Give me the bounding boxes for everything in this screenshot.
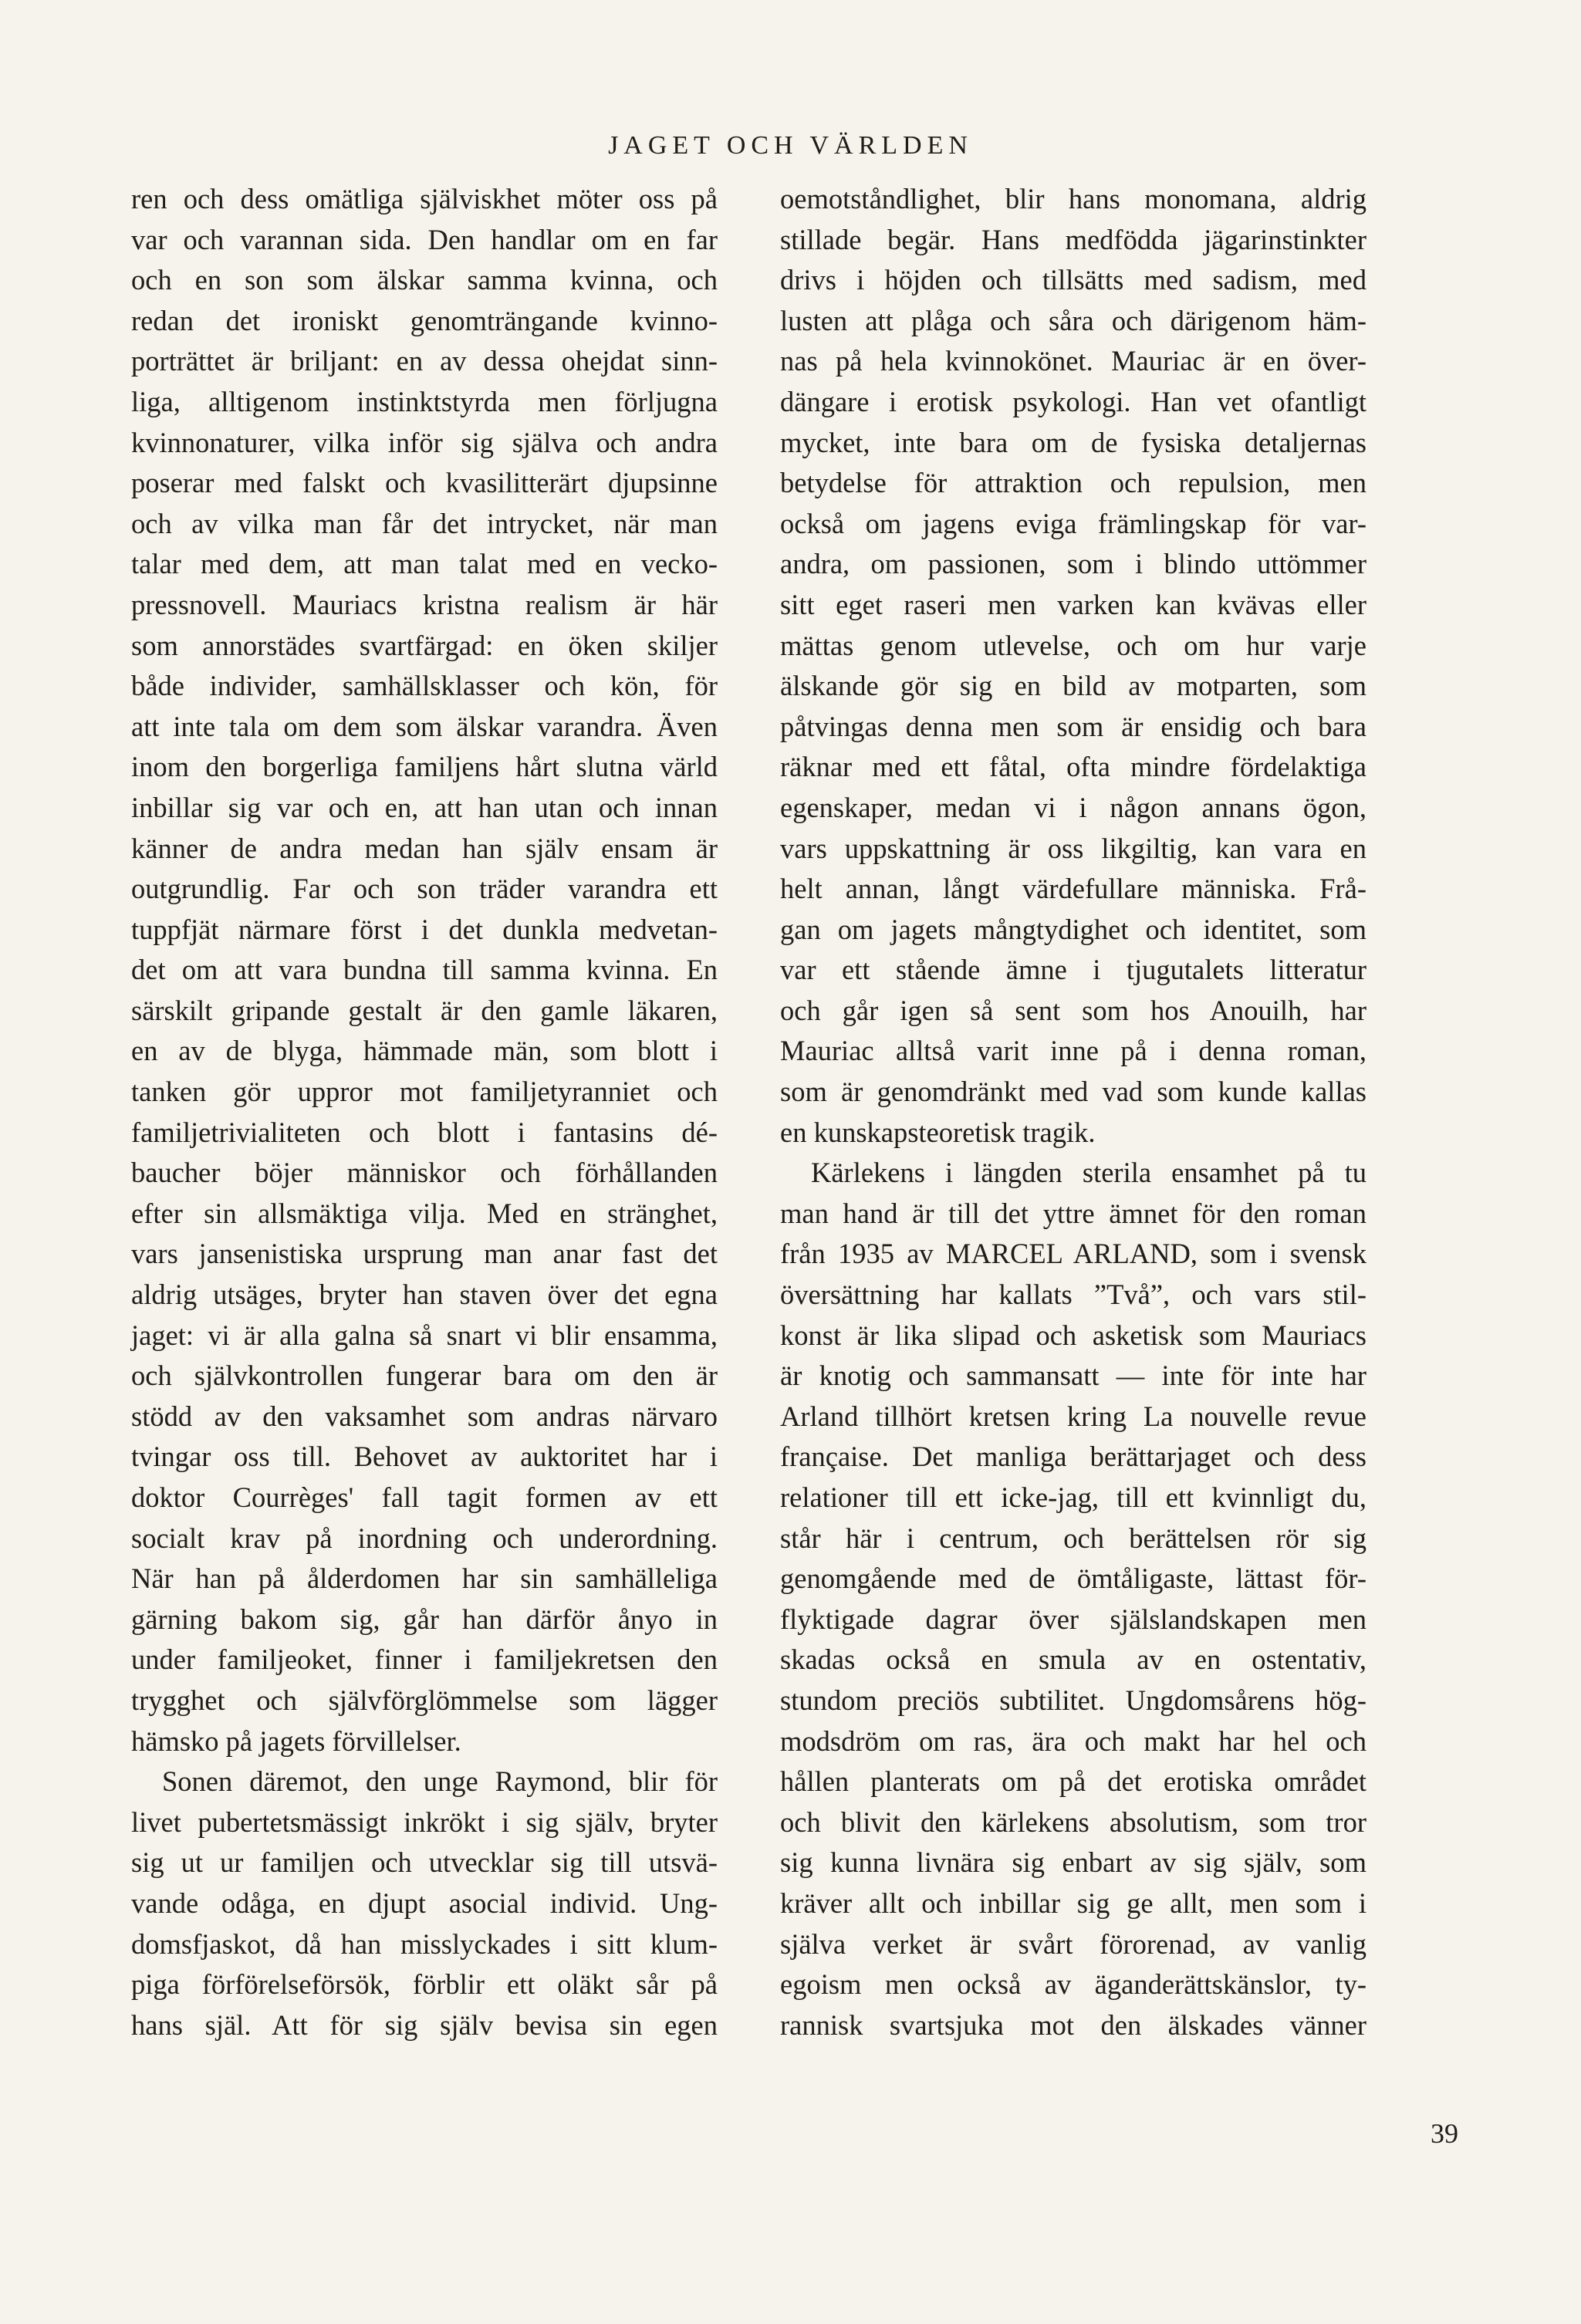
text-line: särskilt gripande gestalt är den gamle läkaren, — [131, 994, 718, 1026]
text-line: och självkontrollen fungerar bara om den är — [131, 1360, 718, 1392]
text-line: tuppfjät närmare först i det dunkla medvetan- — [131, 913, 718, 945]
text-line: hans själ. Att för sig själv bevisa sin egen — [131, 2008, 718, 2041]
text-line: piga förförelseförsök, förblir ett oläkt sår på — [131, 1968, 718, 2001]
text-line: gärning bakom sig, går han därför ånyo in — [131, 1603, 718, 1635]
text-line: tvingar oss till. Behovet av auktoritet har i — [131, 1441, 718, 1473]
text-line: från 1935 av MARCEL ARLAND, som i svensk — [780, 1238, 1366, 1270]
text-line: och går igen så sent som hos Anouilh, har — [780, 994, 1366, 1026]
text-line: helt annan, långt värdefullare människa. Frå- — [780, 873, 1366, 905]
text-line: att inte tala om dem som älskar varandra. Även — [131, 710, 718, 742]
text-line: talar med dem, att man talat med en vecko- — [131, 548, 718, 580]
paragraph-start-line: Sonen däremot, den unge Raymond, blir för — [162, 1765, 718, 1798]
text-line: trygghet och självförglömmelse som lägger — [131, 1684, 718, 1716]
text-line: lusten att plåga och såra och därigenom häm- — [780, 304, 1366, 336]
text-line: också om jagens eviga främlingskap för var- — [780, 507, 1366, 539]
text-line: outgrundlig. Far och son träder varandra ett — [131, 873, 718, 905]
text-line: inbillar sig var och en, att han utan och innan — [131, 791, 718, 823]
text-line: aldrig utsäges, bryter han staven över det egna — [131, 1279, 718, 1311]
text-line: översättning har kallats ”Två”, och vars stil- — [780, 1279, 1366, 1311]
text-line: modsdröm om ras, ära och makt har hel och — [780, 1724, 1366, 1757]
text-line: pressnovell. Mauriacs kristna realism är här — [131, 588, 718, 620]
text-line: andra, om passionen, som i blindo uttömmer — [780, 548, 1366, 580]
text-line: efter sin allsmäktiga vilja. Med en stränghet, — [131, 1197, 718, 1229]
text-line: betydelse för attraktion och repulsion, men — [780, 467, 1366, 499]
text-line: sig kunna livnära sig enbart av sig själv, som — [780, 1846, 1366, 1879]
text-line: och blivit den kärlekens absolutism, som tror — [780, 1805, 1366, 1838]
text-line: är knotig och sammansatt — inte för inte har — [780, 1360, 1366, 1392]
text-line: mycket, inte bara om de fysiska detaljernas — [780, 426, 1366, 458]
text-line: familjetrivialiteten och blott i fantasins dé- — [131, 1116, 718, 1148]
text-line: sig ut ur familjen och utvecklar sig till utsvä- — [131, 1846, 718, 1879]
text-line: det om att vara bundna till samma kvinna. En — [131, 954, 718, 986]
text-line: konst är lika slipad och asketisk som Mauriacs — [780, 1319, 1366, 1351]
text-line: var ett stående ämne i tjugutalets litteratur — [780, 954, 1366, 986]
text-line: och av vilka man får det intrycket, när man — [131, 507, 718, 539]
text-line: porträttet är briljant: en av dessa ohejdat sinn- — [131, 345, 718, 377]
text-line: tanken gör uppror mot familjetyranniet och — [131, 1076, 718, 1108]
text-line: När han på ålderdomen har sin samhälleliga — [131, 1562, 718, 1595]
text-line: hämsko på jagets förvillelser. — [131, 1724, 461, 1757]
text-line: doktor Courrèges' fall tagit formen av ett — [131, 1481, 718, 1513]
text-line: kräver allt och inbillar sig ge allt, men som i — [780, 1887, 1366, 1919]
text-line: baucher böjer människor och förhållanden — [131, 1157, 718, 1189]
text-line: ren och dess omätliga själviskhet möter oss på — [131, 183, 718, 214]
text-line: skadas också en smula av en ostentativ, — [780, 1643, 1366, 1676]
text-line: kvinnonaturer, vilka inför sig själva och andra — [131, 426, 718, 458]
text-line: rannisk svartsjuka mot den älskades vänner — [780, 2008, 1366, 2041]
text-line: livet pubertetsmässigt inkrökt i sig själv, bryter — [131, 1805, 718, 1838]
page-number: 39 — [1431, 2118, 1458, 2149]
text-line: mättas genom utlevelse, och om hur varje — [780, 629, 1366, 661]
text-line: känner de andra medan han själv ensam är — [131, 832, 718, 864]
text-line: française. Det manliga berättarjaget och dess — [780, 1441, 1366, 1473]
text-line: gan om jagets mångtydighet och identitet, som — [780, 913, 1366, 945]
text-line: domsfjaskot, då han misslyckades i sitt klum- — [131, 1927, 718, 1960]
running-header: JAGET OCH VÄRLDEN — [608, 131, 973, 160]
text-line: genomgående med de ömtåligaste, lättast för- — [780, 1562, 1366, 1595]
text-line: både individer, samhällsklasser och kön, för — [131, 670, 718, 702]
text-line: socialt krav på inordning och underordning. — [131, 1522, 718, 1554]
text-line: påtvingas denna men som är ensidig och bara — [780, 710, 1366, 742]
text-line: en av de blyga, hämmade män, som blott i — [131, 1035, 718, 1067]
text-line: stillade begär. Hans medfödda jägarinstinkter — [780, 223, 1366, 255]
right-text-column — [780, 179, 1366, 2045]
text-line: egenskaper, medan vi i någon annans ögon, — [780, 791, 1366, 823]
text-line: flyktigade dagrar över själslandskapen men — [780, 1603, 1366, 1635]
text-line: drivs i höjden och tillsätts med sadism, med — [780, 264, 1366, 296]
text-line: en kunskapsteoretisk tragik. — [780, 1116, 1096, 1148]
text-line: egoism men också av äganderättskänslor, ty- — [780, 1968, 1366, 2001]
text-line: relationer till ett icke-jag, till ett kvinnligt du, — [780, 1481, 1366, 1513]
text-line: jaget: vi är alla galna så snart vi blir ensamma, — [131, 1319, 718, 1351]
text-line: oemotståndlighet, blir hans monomana, aldrig — [780, 183, 1366, 214]
text-line: vars uppskattning är oss likgiltig, kan vara en — [780, 832, 1366, 864]
text-line: som annorstädes svartfärgad: en öken skiljer — [131, 629, 718, 661]
text-line: var och varannan sida. Den handlar om en far — [131, 223, 718, 255]
text-line: poserar med falskt och kvasilitterärt djupsinne — [131, 467, 718, 499]
text-line: liga, alltigenom instinktstyrda men förljugna — [131, 385, 718, 417]
left-text-column — [131, 179, 718, 2045]
paragraph-start-line: Kärlekens i längden sterila ensamhet på tu — [811, 1157, 1366, 1189]
text-line: Arland tillhört kretsen kring La nouvelle revue — [780, 1400, 1366, 1432]
text-line: nas på hela kvinnokönet. Mauriac är en över- — [780, 345, 1366, 377]
text-line: räknar med ett fåtal, ofta mindre fördelaktiga — [780, 751, 1366, 783]
text-line: sitt eget raseri men varken kan kvävas eller — [780, 588, 1366, 620]
text-line: under familjeoket, finner i familjekretsen den — [131, 1643, 718, 1676]
text-line: stundom preciös subtilitet. Ungdomsårens hög- — [780, 1684, 1366, 1716]
text-line: står här i centrum, och berättelsen rör sig — [780, 1522, 1366, 1554]
text-line: hållen planterats om på det erotiska området — [780, 1765, 1366, 1798]
text-line: redan det ironiskt genomträngande kvinno- — [131, 304, 718, 336]
text-line: dängare i erotisk psykologi. Han vet ofantligt — [780, 385, 1366, 417]
text-line: inom den borgerliga familjens hårt slutna värld — [131, 751, 718, 783]
text-line: stödd av den vaksamhet som andras närvaro — [131, 1400, 718, 1432]
text-line: som är genomdränkt med vad som kunde kallas — [780, 1076, 1366, 1108]
text-line: älskande gör sig en bild av motparten, som — [780, 670, 1366, 702]
text-line: man hand är till det yttre ämnet för den roman — [780, 1197, 1366, 1229]
text-line: Mauriac alltså varit inne på i denna roman, — [780, 1035, 1366, 1067]
text-line: och en son som älskar samma kvinna, och — [131, 264, 718, 296]
text-line: vande odåga, en djupt asocial individ. Ung- — [131, 1887, 718, 1919]
text-line: själva verket är svårt förorenad, av vanlig — [780, 1927, 1366, 1960]
text-line: vars jansenistiska ursprung man anar fast det — [131, 1238, 718, 1270]
